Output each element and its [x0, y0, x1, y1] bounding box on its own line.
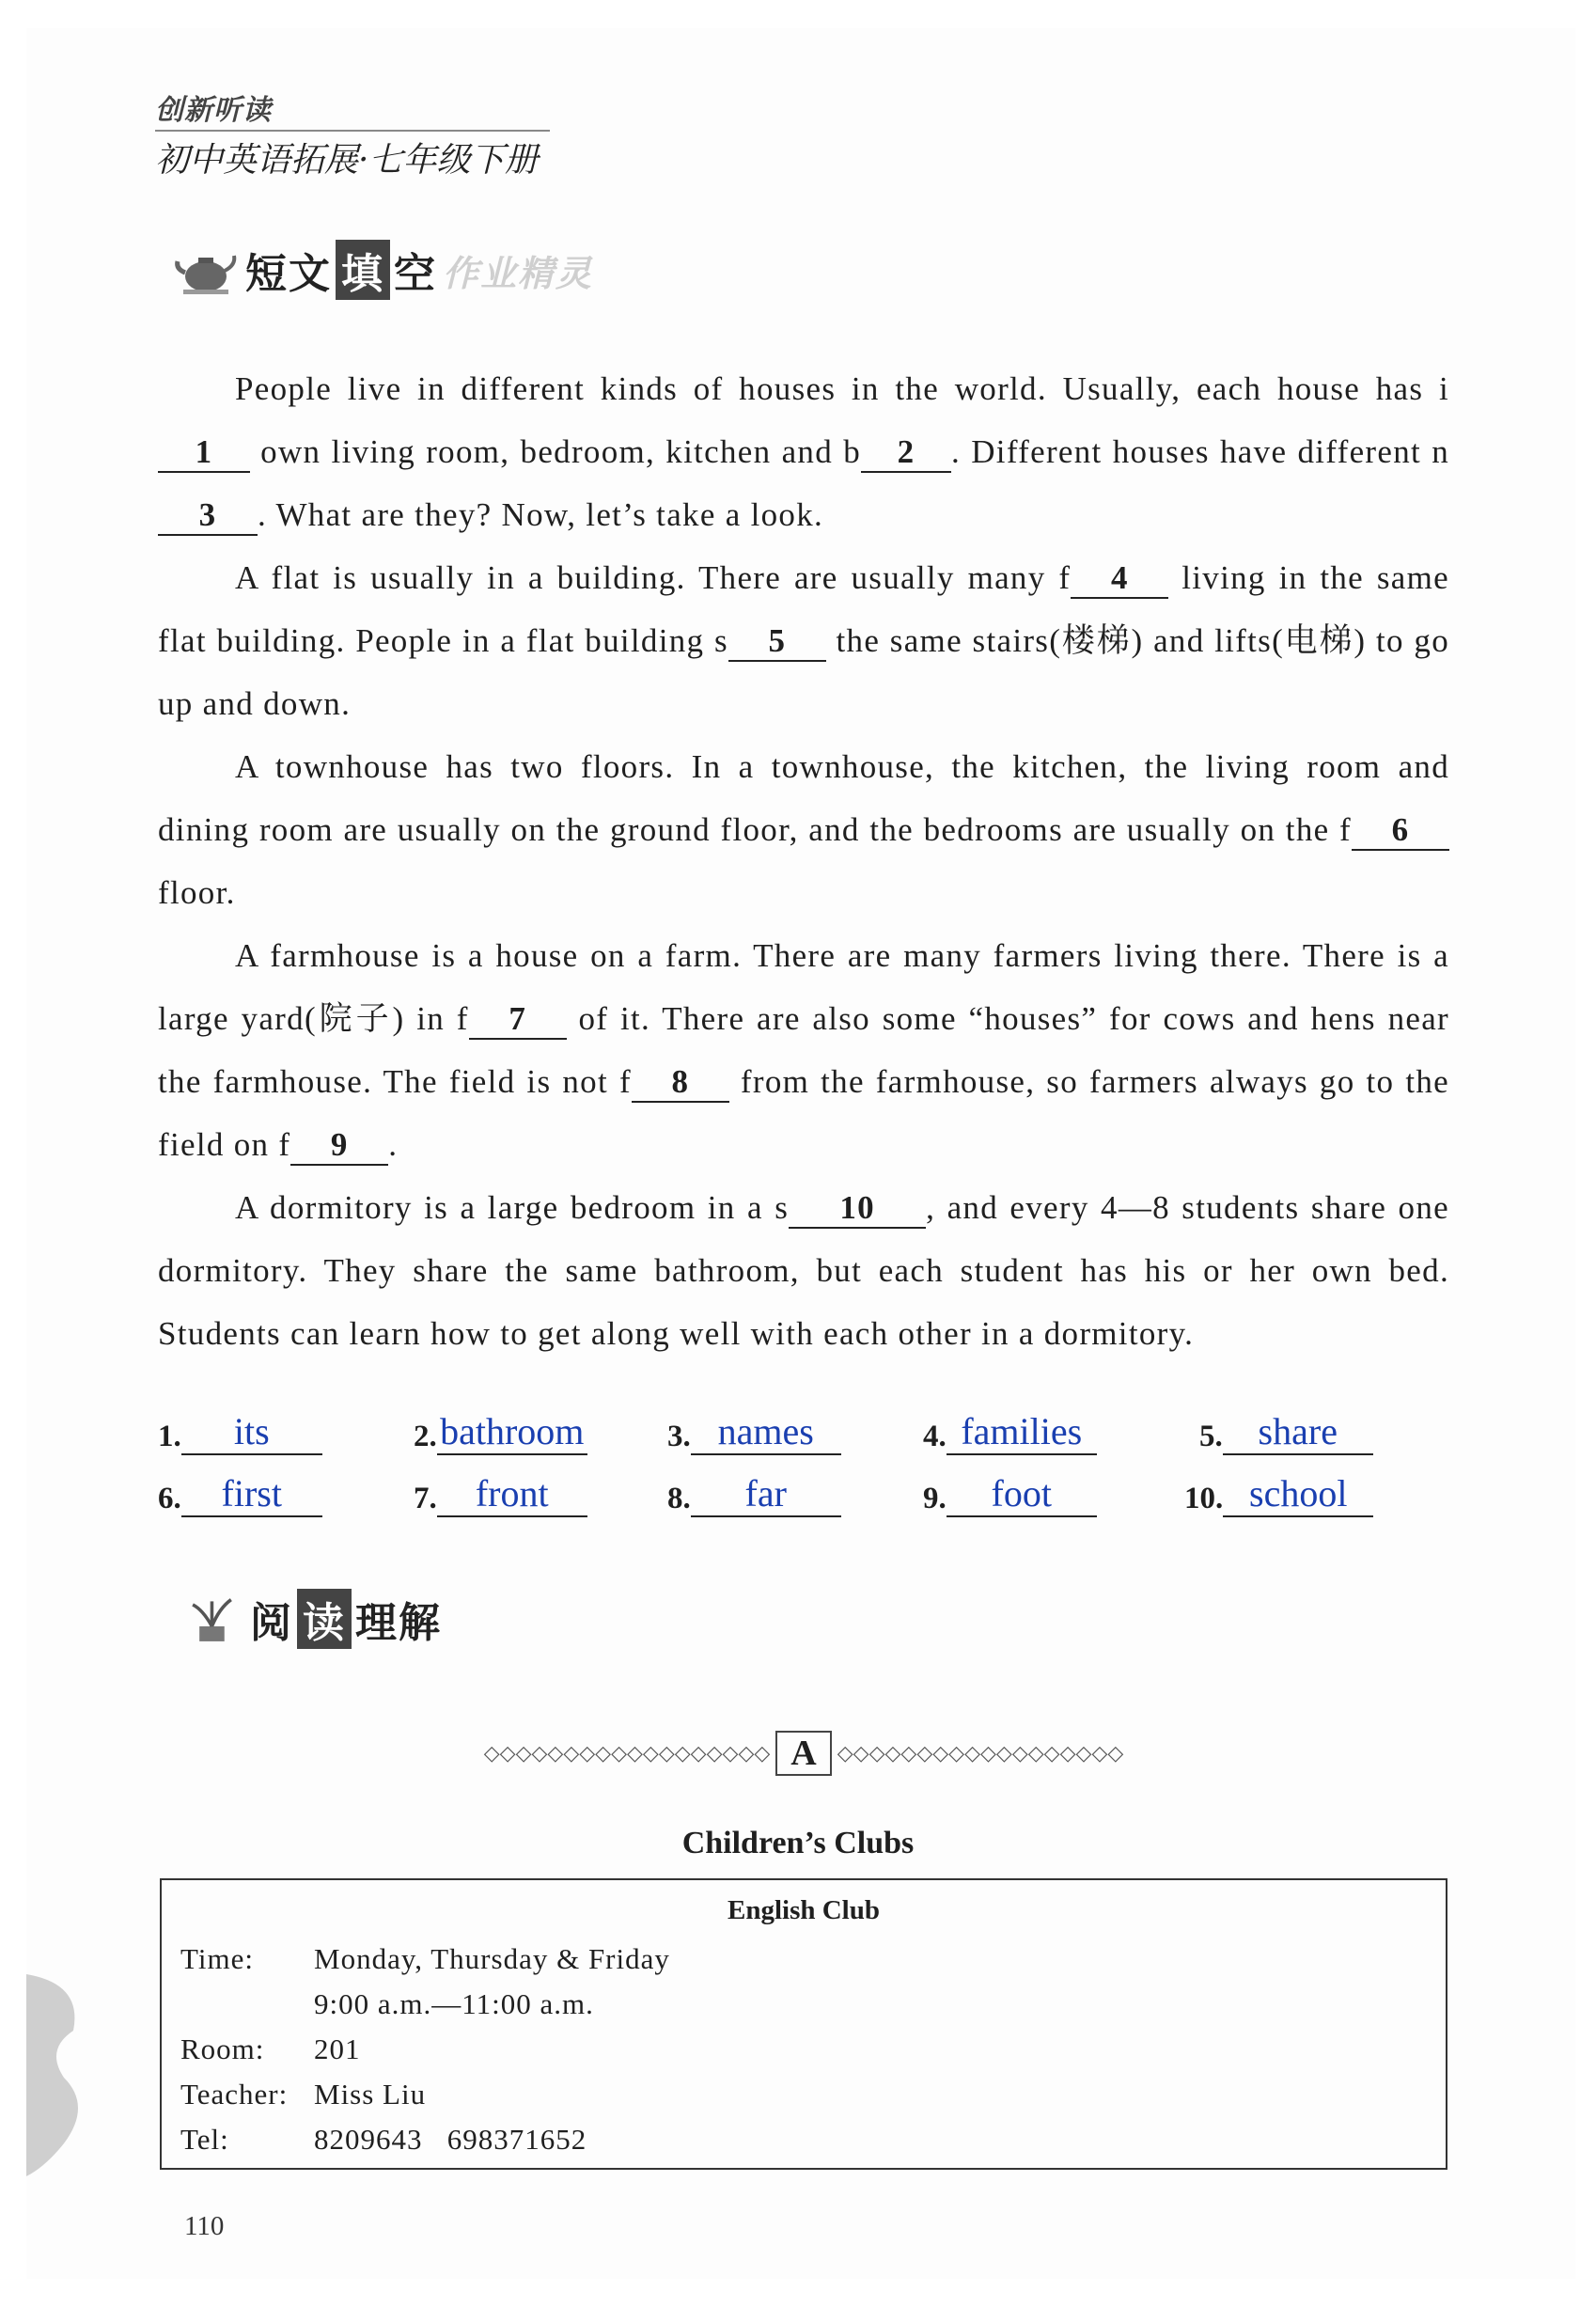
answer-row — [158, 1472, 1455, 1534]
answer-3 — [667, 1410, 841, 1455]
answer-value: school — [1249, 1472, 1348, 1514]
teacher-row — [180, 2072, 670, 2117]
part-label: A — [775, 1731, 831, 1776]
answer-line — [947, 1472, 1097, 1517]
section-title-text-1: 阅 — [250, 1599, 293, 1647]
answer-value: first — [221, 1472, 282, 1514]
answer-value: families — [961, 1410, 1083, 1452]
answer-number: 2. — [414, 1420, 437, 1453]
section-title-highlight: 填 — [336, 240, 390, 300]
teapot-icon — [174, 241, 240, 299]
answer-value: names — [717, 1410, 814, 1452]
section-title-reading — [186, 1589, 442, 1649]
answer-number: 3. — [667, 1420, 691, 1453]
passage-text: floor. — [158, 874, 236, 911]
room-label: Room: — [180, 2032, 265, 2065]
answer-value: its — [233, 1410, 270, 1452]
teacher-label: Teacher: — [180, 2078, 289, 2111]
book-header — [155, 86, 550, 181]
room-value: 201 — [314, 2032, 361, 2065]
blank-9: 9 — [290, 1126, 388, 1166]
club-details — [180, 1937, 670, 2162]
plant-icon — [186, 1590, 244, 1648]
blank-5: 5 — [728, 622, 826, 662]
watermark: 作业精灵 — [443, 251, 594, 294]
answer-line — [181, 1472, 322, 1517]
passage-text: from the farmhouse, so farmers always go to the field on f — [158, 1063, 1450, 1163]
blank-6: 6 — [1352, 811, 1449, 851]
answer-line — [691, 1410, 841, 1455]
answer-number: 4. — [923, 1420, 947, 1453]
passage-text: living in the same flat building. People in a flat building s — [158, 559, 1449, 659]
passage-text: A townhouse has two floors. In a townhouse, the kitchen, the living room and dining room are usually on the ground floor, and the bedrooms are usually on the f — [158, 748, 1449, 848]
paragraph-1 — [158, 357, 1449, 546]
blank-7: 7 — [469, 1000, 567, 1040]
passage-text: own living room, bedroom, kitchen and b — [250, 433, 861, 470]
answer-8 — [667, 1472, 841, 1517]
answer-line — [437, 1472, 587, 1517]
answer-7 — [414, 1472, 587, 1517]
series-title: 创新听读 — [155, 94, 272, 127]
answer-number: 6. — [158, 1482, 181, 1515]
answer-value: share — [1258, 1410, 1338, 1452]
diamond-border-right: ◇◇◇◇◇◇◇◇◇◇◇◇◇◇◇◇◇◇ — [837, 1741, 1124, 1766]
part-divider — [483, 1730, 1124, 1777]
time-hours-row — [180, 1982, 670, 2027]
answer-1 — [158, 1410, 322, 1455]
answer-number: 5. — [1199, 1420, 1223, 1453]
decorative-swirl-icon — [26, 1965, 102, 2181]
section-title-cloze — [174, 240, 593, 300]
answer-row — [158, 1410, 1455, 1472]
club-name: English Club — [727, 1895, 880, 1925]
spacer — [180, 1982, 314, 2027]
answer-line — [691, 1472, 841, 1517]
section-title-text-2: 理解 — [355, 1599, 442, 1647]
time-hours: 9:00 a.m.—11:00 a.m. — [314, 1987, 594, 2020]
passage-text: A farmhouse is a house on a farm. There are many farmers living there. There is a large yard(院子) in f — [158, 937, 1449, 1037]
club-info-box — [160, 1878, 1447, 2170]
paragraph-3 — [158, 735, 1449, 924]
answer-value: bathroom — [440, 1410, 585, 1452]
blank-4: 4 — [1071, 559, 1168, 599]
passage-text: the same stairs(楼梯) and lifts(电梯) to go up and down. — [158, 622, 1449, 722]
answer-line — [947, 1410, 1097, 1455]
room-row — [180, 2027, 670, 2072]
answer-6 — [158, 1472, 322, 1517]
blank-8: 8 — [632, 1063, 729, 1103]
answer-2 — [414, 1410, 587, 1455]
answer-number: 1. — [158, 1420, 181, 1453]
tel-row — [180, 2117, 670, 2162]
answer-value: front — [475, 1472, 549, 1514]
passage-text: People live in different kinds of houses in the world. Usually, each house has i — [235, 370, 1449, 407]
time-label: Time: — [180, 1942, 254, 1975]
answer-line — [1223, 1410, 1373, 1455]
answer-number: 10. — [1184, 1482, 1224, 1515]
answer-line — [181, 1410, 322, 1455]
passage-text: , and every 4—8 students share one dormitory. They share the same bathroom, but each student has his or her own bed. Students can learn how to get along well with each other in a dormitory. — [158, 1189, 1449, 1352]
tel-value: 8209643 698371652 — [314, 2123, 587, 2156]
book-title: 初中英语拓展·七年级下册 — [155, 130, 550, 181]
page-number: 110 — [184, 2211, 225, 2241]
answer-9 — [923, 1472, 1097, 1517]
answer-4 — [923, 1410, 1097, 1455]
answer-value: far — [744, 1472, 787, 1514]
answer-5 — [1199, 1410, 1373, 1455]
answer-number: 7. — [414, 1482, 437, 1515]
section-title-text-1: 短文 — [245, 250, 332, 298]
answer-grid — [158, 1410, 1455, 1534]
section-title-text-2: 空 — [394, 250, 437, 298]
time-days: Monday, Thursday & Friday — [314, 1942, 670, 1975]
answer-number: 9. — [923, 1482, 947, 1515]
tel-label: Tel: — [180, 2123, 229, 2156]
answer-line — [437, 1410, 587, 1455]
answer-number: 8. — [667, 1482, 691, 1515]
passage-text: . Different houses have different n — [951, 433, 1449, 470]
answer-value: foot — [991, 1472, 1052, 1514]
blank-3: 3 — [158, 496, 258, 536]
cloze-passage — [158, 357, 1449, 1365]
answer-line — [1223, 1472, 1373, 1517]
section-title-highlight: 读 — [297, 1589, 352, 1649]
paragraph-4 — [158, 924, 1449, 1176]
passage-text: . — [388, 1126, 399, 1163]
answer-10 — [1184, 1472, 1373, 1517]
blank-1: 1 — [158, 433, 250, 473]
passage-text: . What are they? Now, let’s take a look. — [258, 496, 824, 533]
time-row — [180, 1937, 670, 1982]
teacher-value: Miss Liu — [314, 2078, 427, 2111]
blank-10: 10 — [789, 1189, 926, 1229]
paragraph-2 — [158, 546, 1449, 735]
blank-2: 2 — [861, 433, 951, 473]
diamond-border-left: ◇◇◇◇◇◇◇◇◇◇◇◇◇◇◇◇◇◇ — [483, 1741, 771, 1766]
passage-text: of it. There are also some “houses” for cows and hens near the farmhouse. The field is not f — [158, 1000, 1449, 1100]
passage-text: A flat is usually in a building. There are usually many f — [235, 559, 1072, 596]
paragraph-5 — [158, 1176, 1449, 1365]
reading-title: Children’s Clubs — [681, 1826, 915, 1860]
passage-text: A dormitory is a large bedroom in a s — [235, 1189, 790, 1226]
